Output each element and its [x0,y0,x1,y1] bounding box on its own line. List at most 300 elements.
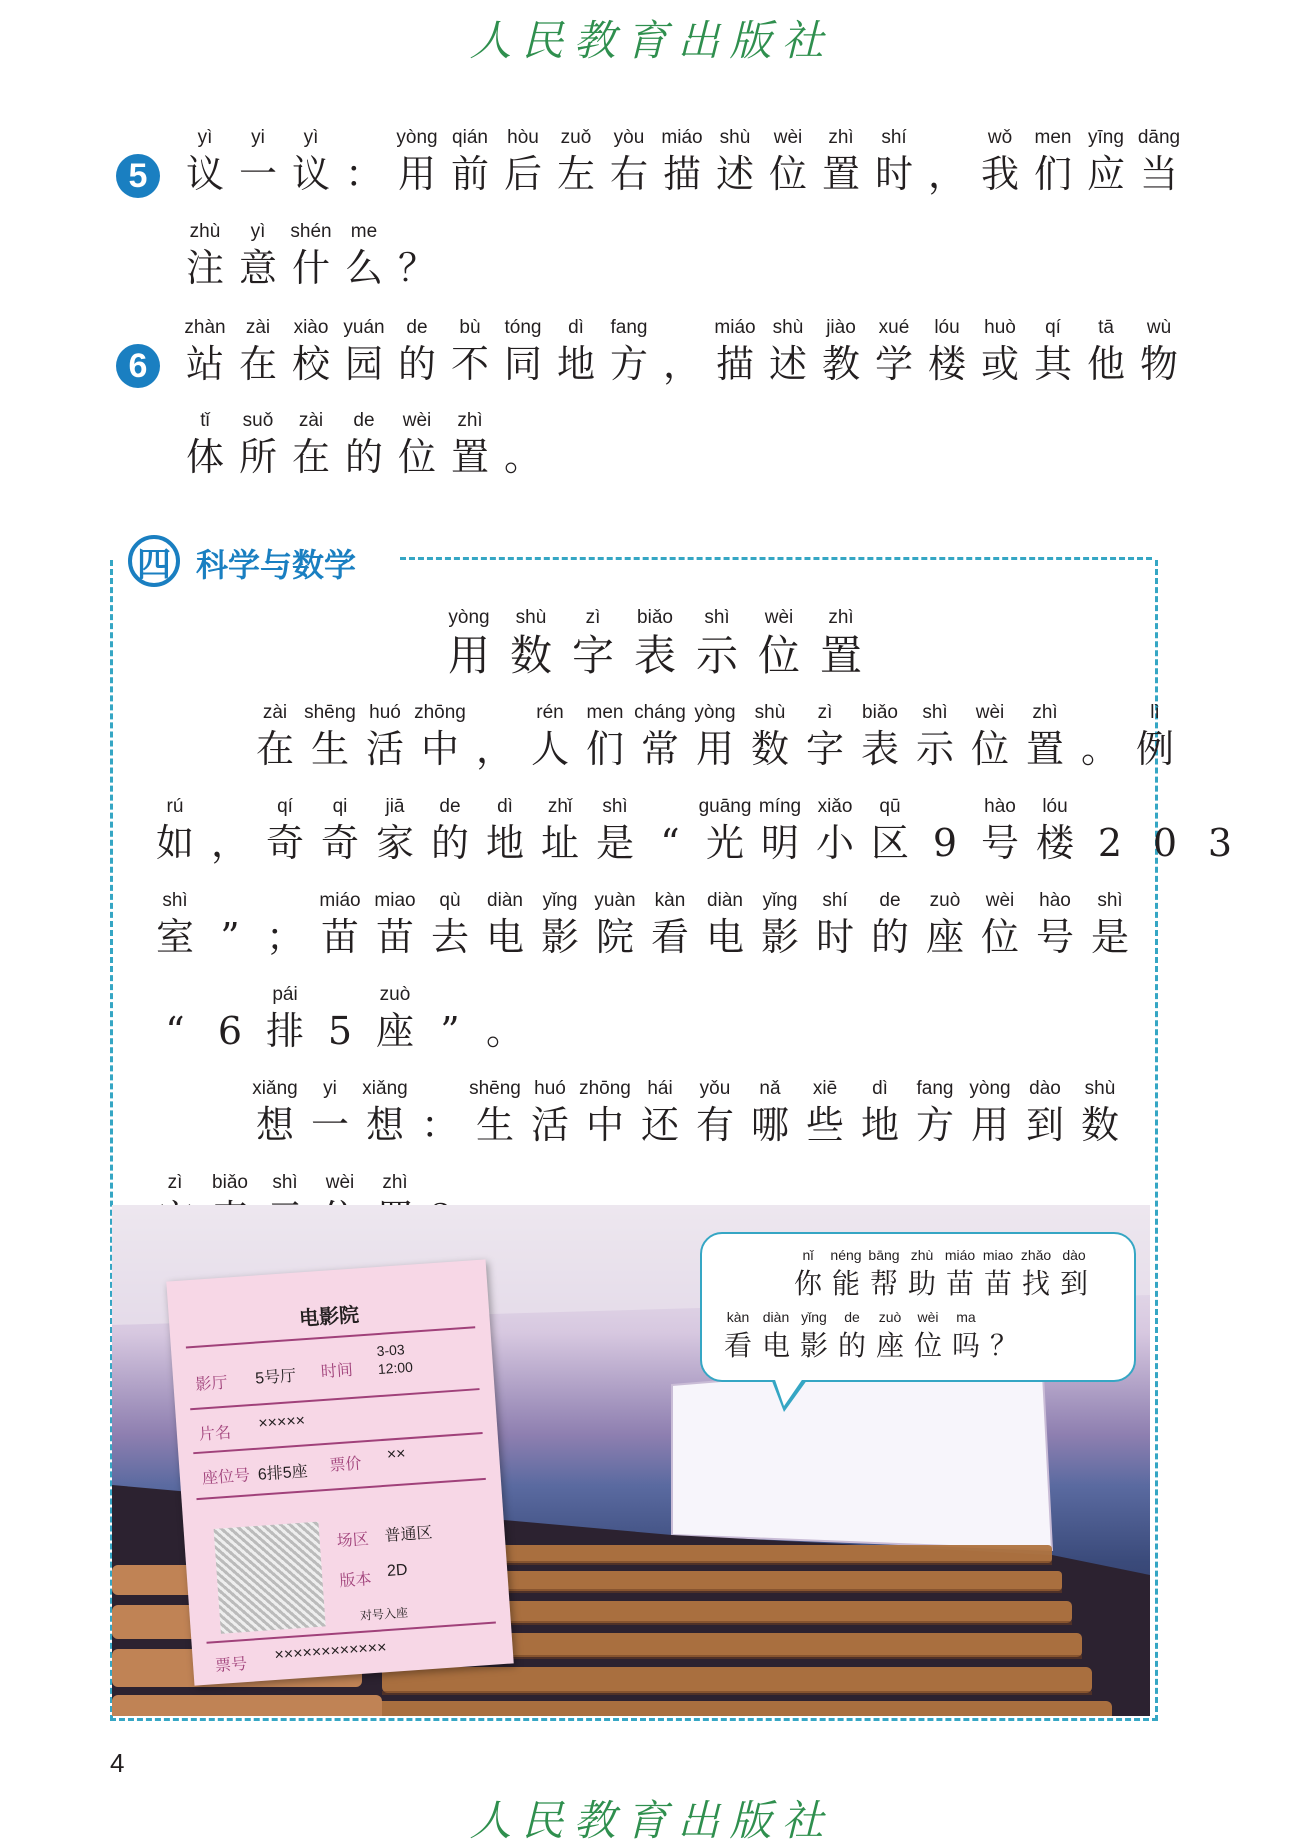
hanzi: 或 [980,342,1019,386]
pinyin: yǒu [699,1078,731,1099]
hanzi: 看 [723,1329,752,1362]
pinyin: néng [830,1247,862,1263]
char-cell [975,796,1025,865]
char-cell [758,1310,794,1360]
body-line [150,984,530,1053]
char-cell [535,890,585,959]
item-6-line-2 [180,410,548,479]
pinyin: hào [984,796,1016,817]
ticket-time-clock: 12:00 [377,1358,414,1378]
pinyin: diàn [762,1309,790,1325]
pinyin: yì [250,221,266,242]
pinyin: pái [272,984,298,1005]
pinyin: men [1034,127,1072,148]
hanzi: 如 [155,821,194,865]
pinyin: yòng [448,607,490,628]
hanzi: 的 [870,915,909,959]
char-cell [834,1310,870,1360]
pinyin: dì [497,796,513,817]
hanzi: 苗 [320,915,359,959]
char-cell [980,1248,1016,1298]
char-cell [580,702,630,771]
hanzi: 议 [185,152,224,196]
hanzi: 苗 [375,915,414,959]
hanzi: 数 [509,631,552,680]
pinyin: shì [704,607,730,628]
hanzi: 能 [831,1267,860,1300]
pinyin: xiǎng [362,1078,408,1099]
pinyin: huò [984,317,1016,338]
pinyin: shí [881,127,907,148]
char-cell [180,221,230,290]
char-cell [750,607,808,680]
hanzi: 其 [1033,342,1072,386]
hanzi: 一 [310,1103,349,1147]
hanzi: 号 [980,821,1019,865]
char-cell [1085,797,1135,865]
hanzi: 置 [821,152,860,196]
hanzi: 位 [970,727,1009,771]
char-cell [233,127,283,196]
char-cell [865,796,915,865]
char-cell [975,890,1025,959]
pinyin: zhǎo [1020,1247,1052,1263]
char-cell [810,796,860,865]
pinyin: tǐ [200,410,210,431]
pinyin: wèi [325,1172,355,1193]
pinyin: miáo [661,127,703,148]
pinyin: de [879,890,901,911]
hanzi: 描 [662,152,701,196]
char-cell [480,796,530,865]
pinyin: ma [956,1309,976,1325]
pinyin: zì [817,702,833,723]
hanzi: 们 [1033,152,1072,196]
char-cell [250,702,300,771]
pinyin: wèi [764,607,794,628]
pinyin: lóu [934,317,960,338]
hanzi: 光 [705,821,744,865]
char-cell [205,797,255,865]
pinyin: de [353,410,375,431]
hanzi: 数 [1080,1103,1119,1147]
section-number-icon: 四 [128,535,180,587]
char-cell [535,796,585,865]
pinyin: yòng [969,1078,1011,1099]
pinyin: dāng [1137,127,1181,148]
hanzi: 表 [860,727,899,771]
hanzi: 位 [980,915,1019,959]
char-cell [1030,890,1080,959]
pinyin: xué [878,317,910,338]
pinyin: hào [1039,890,1071,911]
pinyin: yi [251,127,265,148]
pinyin: shù [719,127,751,148]
hanzi: 到 [1059,1267,1088,1300]
pinyin: jiā [385,796,405,817]
char-cell [698,796,752,865]
char-cell [700,890,750,959]
char-cell [865,890,915,959]
hanzi: 看 [650,915,689,959]
pinyin: wèi [773,127,803,148]
pinyin: dì [872,1078,888,1099]
hanzi: 所 [238,435,277,479]
char-cell [233,221,283,290]
char-cell [590,890,640,959]
publisher-logo-top: 人民教育出版社 [469,16,834,65]
char-cell [645,797,695,865]
ticket-seat-label: 座位号 [201,1467,251,1488]
hanzi: 号 [1035,915,1074,959]
hanzi: 表 [633,631,676,680]
hanzi: ” [220,915,240,959]
pinyin: yòng [694,702,736,723]
hanzi: 电 [705,915,744,959]
char-cell [645,890,695,959]
char-cell [425,796,475,865]
hanzi: 示 [695,631,738,680]
char-cell [965,702,1015,771]
pinyin: zhì [828,607,854,628]
hanzi: 字 [805,727,844,771]
hanzi: 体 [185,435,224,479]
char-cell [710,127,760,196]
pinyin: rú [166,796,184,817]
char-cell [1075,1078,1125,1147]
ticket-number-label: 票号 [214,1655,248,1676]
ticket-price-value: ×× [386,1445,407,1464]
pinyin: miao [982,1247,1014,1263]
movie-ticket [166,1259,513,1685]
ticket-hall-label: 影厅 [194,1374,229,1394]
pinyin: de [406,317,428,338]
pinyin: zhǐ [547,796,573,817]
hanzi: 影 [799,1329,828,1362]
pinyin: shù [1084,1078,1116,1099]
hanzi: 时 [874,152,913,196]
char-cell [920,890,970,959]
ticket-film-label: 片名 [198,1424,232,1444]
char-cell [260,796,310,865]
pinyin: rén [536,702,564,723]
char-cell [690,1078,740,1147]
char-cell [551,317,601,386]
hanzi: 时 [815,915,854,959]
hanzi: 院 [595,915,634,959]
char-cell [763,317,813,386]
pinyin: wèi [402,410,432,431]
hanzi: 想 [255,1103,294,1147]
pinyin: tóng [504,317,542,338]
hanzi: 有 [695,1103,734,1147]
hanzi: 生 [310,727,349,771]
ticket-divider [193,1432,482,1454]
hanzi: 位 [913,1329,942,1362]
hanzi: 小 [815,821,854,865]
hanzi: 地 [485,821,524,865]
pinyin: fang [916,1078,954,1099]
char-cell [910,1078,960,1147]
char-cell [339,317,389,386]
pinyin: miao [374,890,416,911]
pinyin: dào [1062,1247,1086,1263]
ticket-price-label: 票价 [328,1455,363,1475]
hanzi: 在 [255,727,294,771]
char-cell [425,985,475,1053]
char-cell [816,127,866,196]
char-cell [233,317,283,386]
pinyin: lóu [1042,796,1068,817]
pinyin: hái [647,1078,673,1099]
speech-bubble-tail-fill [773,1374,806,1406]
pinyin: miáo [944,1247,976,1263]
hanzi: 吗 [951,1329,980,1362]
hanzi: 址 [540,821,579,865]
hanzi: 0 [1152,821,1178,865]
hanzi: 位 [768,152,807,196]
pinyin: bāng [868,1247,900,1263]
char-cell [205,985,255,1053]
pinyin: yǐng [762,890,798,911]
char-cell [657,127,707,196]
char-cell [150,796,200,865]
char-cell [469,1078,521,1147]
char-cell [1081,317,1131,386]
pinyin: biǎo [212,1172,248,1193]
hanzi: 到 [1025,1103,1064,1147]
hanzi: 人 [530,727,569,771]
char-cell [948,1310,984,1360]
hanzi: 电 [485,915,524,959]
pinyin: yǐng [801,1309,827,1325]
char-cell [286,221,336,290]
item-number-badge: 5 [116,154,160,198]
hanzi: 我 [980,152,1019,196]
hanzi: ， [662,342,701,386]
hanzi: ： [344,152,383,196]
char-cell [1075,703,1125,771]
hanzi: 影 [540,915,579,959]
pinyin: zì [585,607,601,628]
pinyin: dào [1029,1078,1061,1099]
page-number: 4 [110,1748,125,1778]
char-cell [904,1248,940,1298]
char-cell [286,410,336,479]
hanzi: 他 [1086,342,1125,386]
char-cell [370,984,420,1053]
pinyin: miáo [319,890,361,911]
char-cell [579,1078,631,1147]
char-cell [755,796,805,865]
char-cell [498,127,548,196]
hanzi: 用 [447,631,490,680]
hanzi: ？ [989,1329,1018,1362]
hanzi: ？ [397,246,436,290]
publisher-logo-bottom: 人民教育出版社 [469,1796,834,1845]
hanzi: 例 [1135,727,1174,771]
hanzi: 奇 [265,821,304,865]
pinyin: shēng [304,702,356,723]
hanzi: 。 [503,435,542,479]
hanzi: 位 [397,435,436,479]
body-line [150,796,1245,865]
pinyin: miáo [714,317,756,338]
pinyin: zhù [910,1247,934,1263]
ticket-version-label: 版本 [339,1571,373,1591]
pinyin: kàn [654,890,686,911]
pinyin: shù [772,317,804,338]
hanzi: 些 [805,1103,844,1147]
char-cell [480,985,530,1053]
hanzi: 字 [571,631,614,680]
ticket-hall-value: 5号厅 [254,1367,297,1388]
pinyin: zhì [457,410,483,431]
char-cell [1020,702,1070,771]
hanzi: ： [420,1103,459,1147]
pinyin: fang [610,317,648,338]
item-6-line-1 [180,317,1184,386]
pinyin: zhì [1032,702,1058,723]
char-cell [415,1079,465,1147]
char-cell [590,796,640,865]
pinyin: diàn [707,890,743,911]
pinyin: guāng [698,796,752,817]
char-cell [392,222,442,290]
hanzi: 在 [238,342,277,386]
ticket-seat-note: 对号入座 [359,1605,409,1623]
speech-bubble-line [790,1248,1092,1298]
char-cell [800,1078,850,1147]
pinyin: qí [277,796,293,817]
char-cell [260,984,310,1053]
body-line [150,890,1135,959]
hanzi: 数 [750,727,789,771]
char-cell [855,702,905,771]
char-cell [1020,1078,1070,1147]
char-cell [445,410,495,479]
pinyin: dì [568,317,584,338]
hanzi: 中 [420,727,459,771]
char-cell [1195,797,1245,865]
hanzi: 应 [1086,152,1125,196]
char-cell [339,410,389,479]
pinyin: shí [822,890,848,911]
pinyin: zhù [189,221,221,242]
pinyin: zhōng [579,1078,631,1099]
char-cell [635,1078,685,1147]
char-cell [1028,317,1078,386]
char-cell [816,317,866,386]
char-cell [626,607,684,680]
hanzi: 站 [185,342,224,386]
hanzi: 么 [344,246,383,290]
hanzi: 座 [375,1009,414,1053]
char-cell [634,702,686,771]
char-cell [1134,317,1184,386]
hanzi: 中 [585,1103,624,1147]
char-cell [392,127,442,196]
pinyin: jiào [826,317,856,338]
pinyin: zuò [878,1309,902,1325]
pinyin: yì [303,127,319,148]
char-cell [810,890,860,959]
char-cell [440,607,498,680]
pinyin: nǐ [802,1247,814,1263]
hanzi: 一 [238,152,277,196]
hanzi: 去 [430,915,469,959]
hanzi: 是 [1090,915,1129,959]
hanzi: 议 [291,152,330,196]
char-cell [975,127,1025,196]
hanzi: 5 [327,1009,353,1053]
hanzi: 奇 [320,821,359,865]
hanzi: 用 [970,1103,1009,1147]
char-cell [755,890,805,959]
char-cell [975,317,1025,386]
section-heading [440,607,870,680]
char-cell [502,607,560,680]
hanzi: 示 [915,727,954,771]
pinyin: yuàn [594,890,636,911]
char-cell [445,317,495,386]
hanzi: 电 [761,1329,790,1362]
char-cell [250,1078,300,1147]
char-cell [986,1310,1022,1360]
pinyin: tā [1098,317,1114,338]
pinyin: zài [245,317,271,338]
hanzi: ， [210,821,249,865]
char-cell [205,891,255,959]
char-cell [920,797,970,865]
hanzi: 影 [760,915,799,959]
char-cell [498,317,548,386]
ticket-time-label: 时间 [320,1361,354,1382]
pinyin: yòu [613,127,645,148]
pinyin: shì [602,796,628,817]
pinyin: qián [452,127,488,148]
hanzi: 活 [530,1103,569,1147]
char-cell [745,702,795,771]
body-line [250,702,1180,771]
char-cell [1030,796,1080,865]
pinyin: shì [162,890,188,911]
hanzi: 的 [397,342,436,386]
char-cell [855,1078,905,1147]
pinyin: wèi [975,702,1005,723]
hanzi: 置 [450,435,489,479]
hanzi: ， [927,152,966,196]
ticket-version-value: 2D [386,1561,409,1580]
hanzi: 生 [475,1103,514,1147]
pinyin: zhì [382,1172,408,1193]
hanzi: ； [265,915,304,959]
hanzi: 家 [375,821,414,865]
char-cell [180,317,230,386]
pinyin: yì [197,127,213,148]
char-cell [370,890,420,959]
char-cell [796,1310,832,1360]
pinyin: zhōng [414,702,466,723]
hanzi: 左 [556,152,595,196]
char-cell [445,127,495,196]
pinyin: shì [272,1172,298,1193]
char-cell [525,702,575,771]
pinyin: shù [515,607,547,628]
ticket-zone-value: 普通区 [383,1524,434,1546]
char-cell [392,410,442,479]
hanzi: 明 [760,821,799,865]
